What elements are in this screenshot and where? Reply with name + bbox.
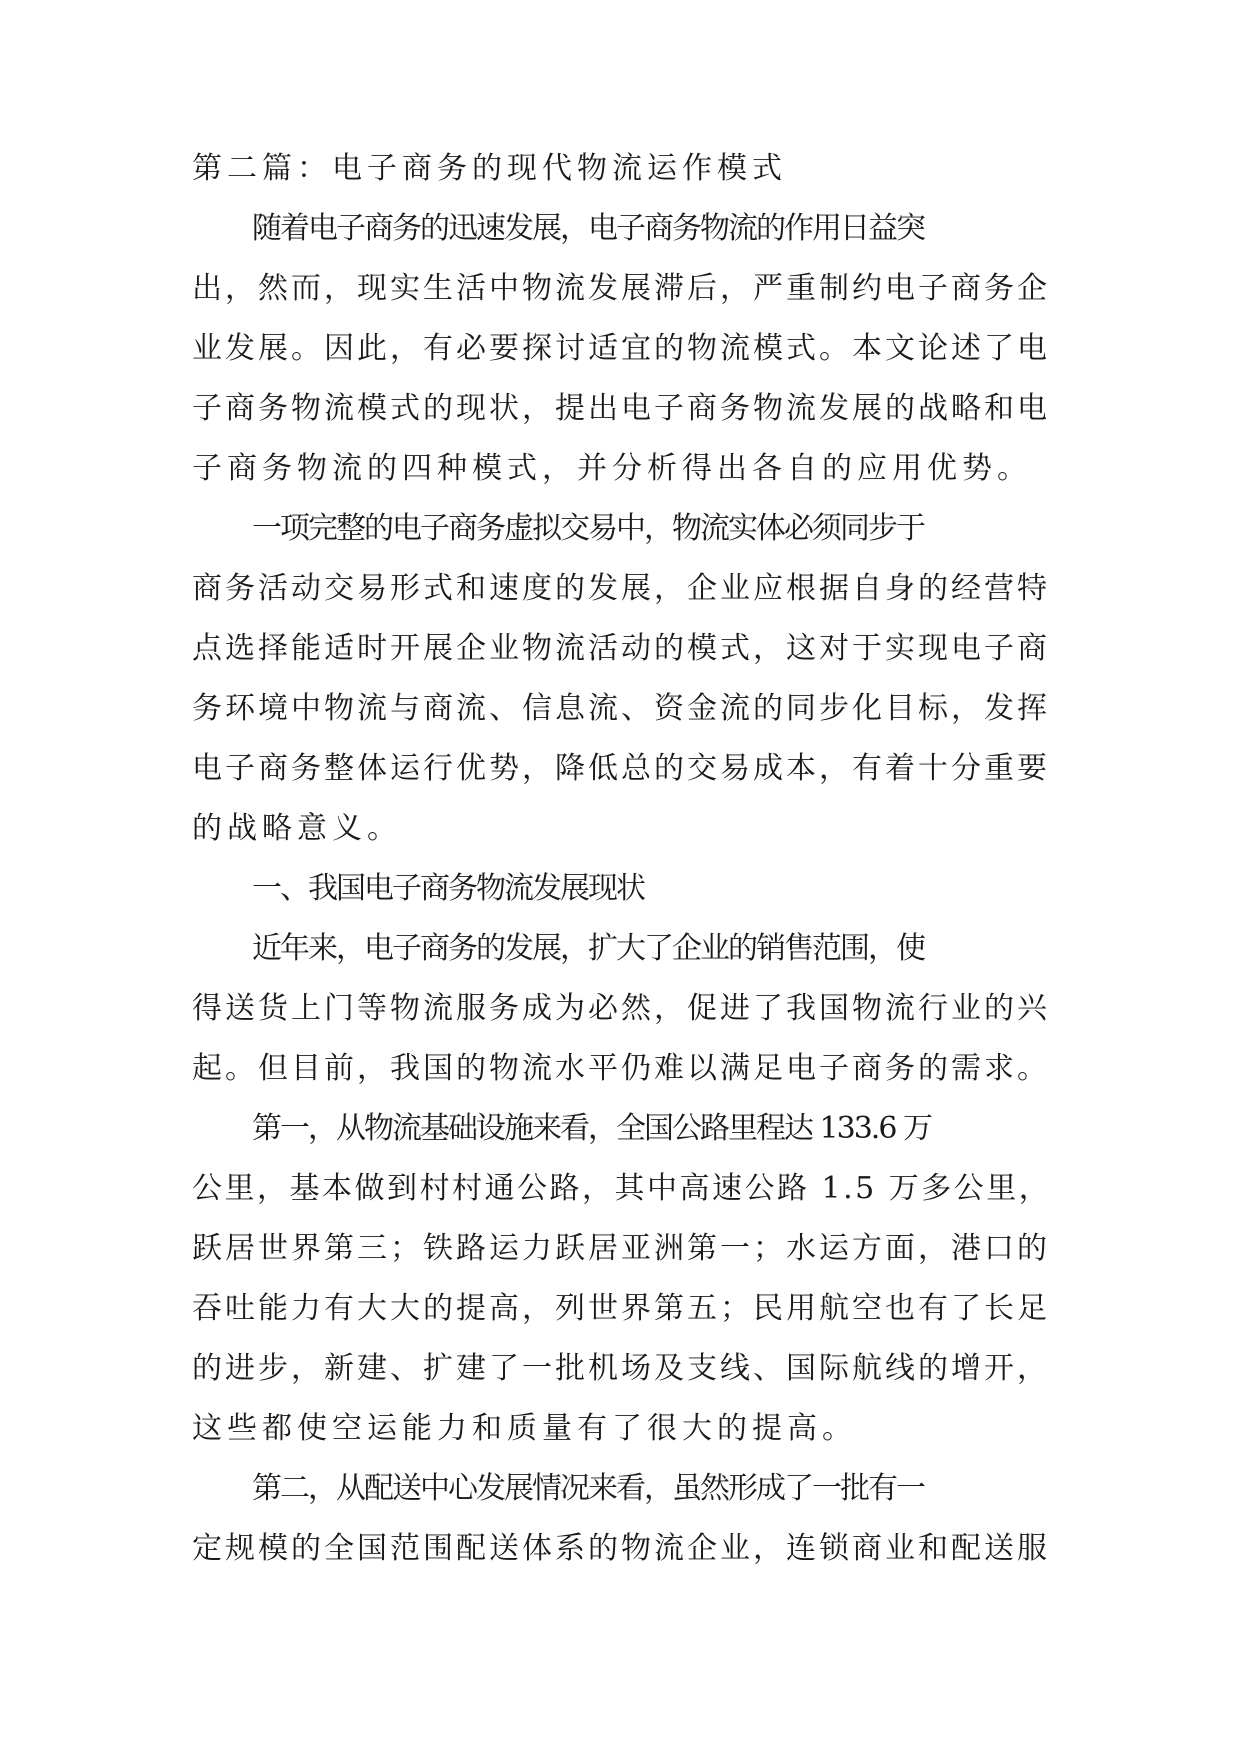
paragraph-3-line-3: 起。但目前，我国的物流水平仍难以满足电子商务的需求。 xyxy=(192,1051,1050,1086)
paragraph-4-line-5: 的进步，新建、扩建了一批机场及支线、国际航线的增开， xyxy=(192,1351,1050,1386)
paragraph-3-line-2: 得送货上门等物流服务成为必然，促进了我国物流行业的兴 xyxy=(192,991,1050,1026)
paragraph-2-line-5: 电子商务整体运行优势，降低总的交易成本，有着十分重要 xyxy=(192,751,1050,786)
paragraph-5-line-1: 第二，从配送中心发展情况来看，虽然形成了一批有一 xyxy=(252,1471,924,1506)
paragraph-2-line-6: 的战略意义。 xyxy=(192,811,402,846)
paragraph-4-line-6: 这些都使空运能力和质量有了很大的提高。 xyxy=(192,1411,857,1446)
paragraph-1-line-5: 子商务物流的四种模式，并分析得出各自的应用优势。 xyxy=(192,451,1032,486)
document-title: 第二篇：电子商务的现代物流运作模式 xyxy=(192,151,787,186)
section-heading-1: 一、我国电子商务物流发展现状 xyxy=(252,871,644,906)
paragraph-1-line-2: 出，然而，现实生活中物流发展滞后，严重制约电子商务企 xyxy=(192,271,1050,306)
paragraph-4-line-2: 公里，基本做到村村通公路，其中高速公路 1.5 万多公里， xyxy=(192,1171,1052,1206)
paragraph-4-line-3: 跃居世界第三；铁路运力跃居亚洲第一；水运方面，港口的 xyxy=(192,1231,1050,1266)
paragraph-1-line-4: 子商务物流模式的现状，提出电子商务物流发展的战略和电 xyxy=(192,391,1050,426)
paragraph-1-line-1: 随着电子商务的迅速发展，电子商务物流的作用日益突 xyxy=(252,211,924,246)
paragraph-4-line-1: 第一，从物流基础设施来看，全国公路里程达 133.6 万 xyxy=(252,1111,931,1146)
paragraph-1-line-3: 业发展。因此，有必要探讨适宜的物流模式。本文论述了电 xyxy=(192,331,1050,366)
paragraph-2-line-2: 商务活动交易形式和速度的发展，企业应根据自身的经营特 xyxy=(192,571,1050,606)
paragraph-2-line-4: 务环境中物流与商流、信息流、资金流的同步化目标，发挥 xyxy=(192,691,1050,726)
paragraph-5-line-2: 定规模的全国范围配送体系的物流企业，连锁商业和配送服 xyxy=(192,1531,1050,1566)
paragraph-2-line-3: 点选择能适时开展企业物流活动的模式，这对于实现电子商 xyxy=(192,631,1050,666)
paragraph-4-line-4: 吞吐能力有大大的提高，列世界第五；民用航空也有了长足 xyxy=(192,1291,1050,1326)
paragraph-2-line-1: 一项完整的电子商务虚拟交易中，物流实体必须同步于 xyxy=(252,511,924,546)
paragraph-3-line-1: 近年来，电子商务的发展，扩大了企业的销售范围，使 xyxy=(252,931,924,966)
